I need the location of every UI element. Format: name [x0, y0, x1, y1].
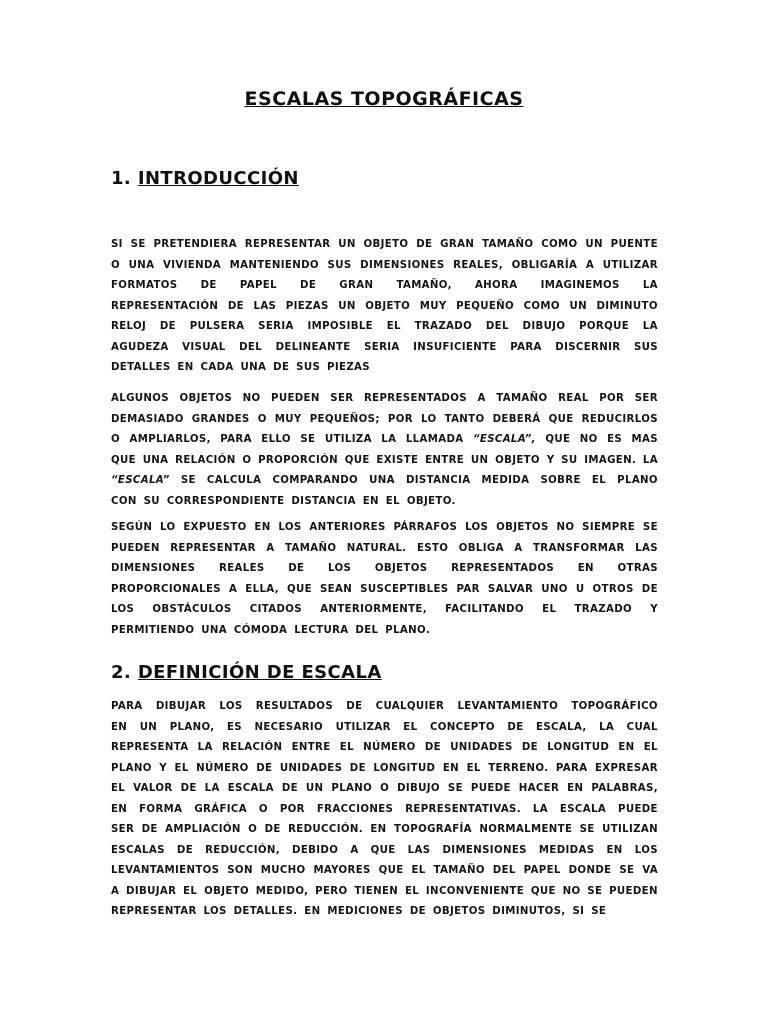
text-line: O AMPLIARLOS, PARA ELLO SE UTILIZA LA LLAMADA “ESCALA”, QUE NO ES MAS [111, 434, 658, 445]
text-line: EL VALOR DE LA ESCALA DE UN PLANO O DIBUJO SE PUEDE HACER EN PALABRAS, [111, 783, 658, 794]
text-line: AGUDEZA VISUAL DEL DELINEANTE SERIA INSUFICIENTE PARA DISCERNIR SUS [111, 341, 658, 353]
paragraph-intro-1 [111, 235, 658, 379]
text-line: REPRESENTA LA RELACIÓN ENTRE EL NÚMERO DE UNIDADES DE LONGITUD EN EL [111, 742, 658, 753]
text-line: CON SU CORRESPONDIENTE DISTANCIA EN EL OBJETO. [111, 495, 456, 507]
text-line: SI SE PRETENDIERA REPRESENTAR UN OBJETO DE GRAN TAMAÑO COMO UN PUENTE [111, 239, 658, 250]
text-line: LOS OBSTÁCULOS CITADOS ANTERIORMENTE, FACILITANDO EL TRAZADO Y [111, 604, 658, 615]
text-line: SEGÚN LO EXPUESTO EN LOS ANTERIORES PÁRRAFOS LOS OBJETOS NO SIEMPRE SE [111, 522, 658, 533]
text-line: REPRESENTAR LOS DETALLES. EN MEDICIONES DE OBJETOS DIMINUTOS, SI SE [111, 906, 607, 917]
text-line: PROPORCIONALES A ELLA, QUE SEAN SUSCEPTIBLES PAR SALVAR UNO U OTROS DE [111, 583, 658, 595]
text-line: PUEDEN REPRESENTAR A TAMAÑO NATURAL. ESTO OBLIGA A TRANSFORMAR LAS [111, 542, 658, 554]
paragraph-intro-3 [111, 518, 658, 641]
section-title: INTRODUCCIÓN [137, 168, 299, 189]
text-line: EN FORMA GRÁFICA O POR FRACCIONES REPRESENTATIVAS. LA ESCALA PUEDE [111, 803, 658, 815]
section-number: 2. [111, 662, 132, 683]
paragraph-definicion-1 [111, 697, 658, 923]
section-number: 1. [111, 168, 132, 189]
paragraph-intro-2 [111, 389, 658, 512]
section-heading-definicion [111, 662, 382, 683]
text-line: DIMENSIONES REALES DE LOS OBJETOS REPRESENTADOS EN OTRAS [111, 563, 658, 574]
text-line: LEVANTAMIENTOS SON MUCHO MAYORES QUE EL TAMAÑO DEL PAPEL DONDE SE VA [111, 865, 658, 876]
text-line: DETALLES EN CADA UNA DE SUS PIEZAS [111, 362, 370, 373]
document-title: ESCALAS TOPOGRÁFICAS [244, 88, 524, 110]
section-title: DEFINICIÓN DE ESCALA [137, 662, 382, 683]
text-line: O UNA VIVIENDA MANTENIENDO SUS DIMENSIONES REALES, OBLIGARÍA A UTILIZAR [111, 259, 658, 271]
text-line: EN UN PLANO, ES NECESARIO UTILIZAR EL CONCEPTO DE ESCALA, LA CUAL [111, 721, 658, 733]
section-heading-introduccion [111, 168, 299, 189]
text-line: RELOJ DE PULSERA SERIA IMPOSIBLE EL TRAZADO DEL DIBUJO PORQUE LA [111, 321, 658, 332]
text-line: PLANO Y EL NÚMERO DE UNIDADES DE LONGITUD EN EL TERRENO. PARA EXPRESAR [111, 762, 658, 774]
text-line: REPRESENTACIÓN DE LAS PIEZAS UN OBJETO MUY PEQUEÑO COMO UN DIMINUTO [111, 300, 658, 312]
text-line: PARA DIBUJAR LOS RESULTADOS DE CUALQUIER LEVANTAMIENTO TOPOGRÁFICO [111, 701, 658, 712]
text-line: PERMITIENDO UNA CÓMODA LECTURA DEL PLANO. [111, 624, 431, 636]
text-line: SER DE AMPLIACIÓN O DE REDUCCIÓN. EN TOPOGRAFÍA NORMALMENTE SE UTILIZAN [111, 824, 658, 835]
text-line: ESCALAS DE REDUCCIÓN, DEBIDO A QUE LAS DIMENSIONES MEDIDAS EN LOS [111, 844, 658, 856]
text-line: DEMASIADO GRANDES O MUY PEQUEÑOS; POR LO TANTO DEBERÁ QUE REDUCIRLOS [111, 413, 658, 425]
text-line: QUE UNA RELACIÓN O PROPORCIÓN QUE EXISTE ENTRE UN OBJETO Y SU IMAGEN. LA [111, 454, 658, 466]
text-line: “ESCALA” SE CALCULA COMPARANDO UNA DISTANCIA MEDIDA SOBRE EL PLANO [111, 475, 658, 486]
text-line: A DIBUJAR EL OBJETO MEDIDO, PERO TIENEN EL INCONVENIENTE QUE NO SE PUEDEN [111, 885, 658, 897]
text-line: ALGUNOS OBJETOS NO PUEDEN SER REPRESENTADOS A TAMAÑO REAL POR SER [111, 393, 658, 404]
text-line: FORMATOS DE PAPEL DE GRAN TAMAÑO, AHORA IMAGINEMOS LA [111, 280, 658, 291]
